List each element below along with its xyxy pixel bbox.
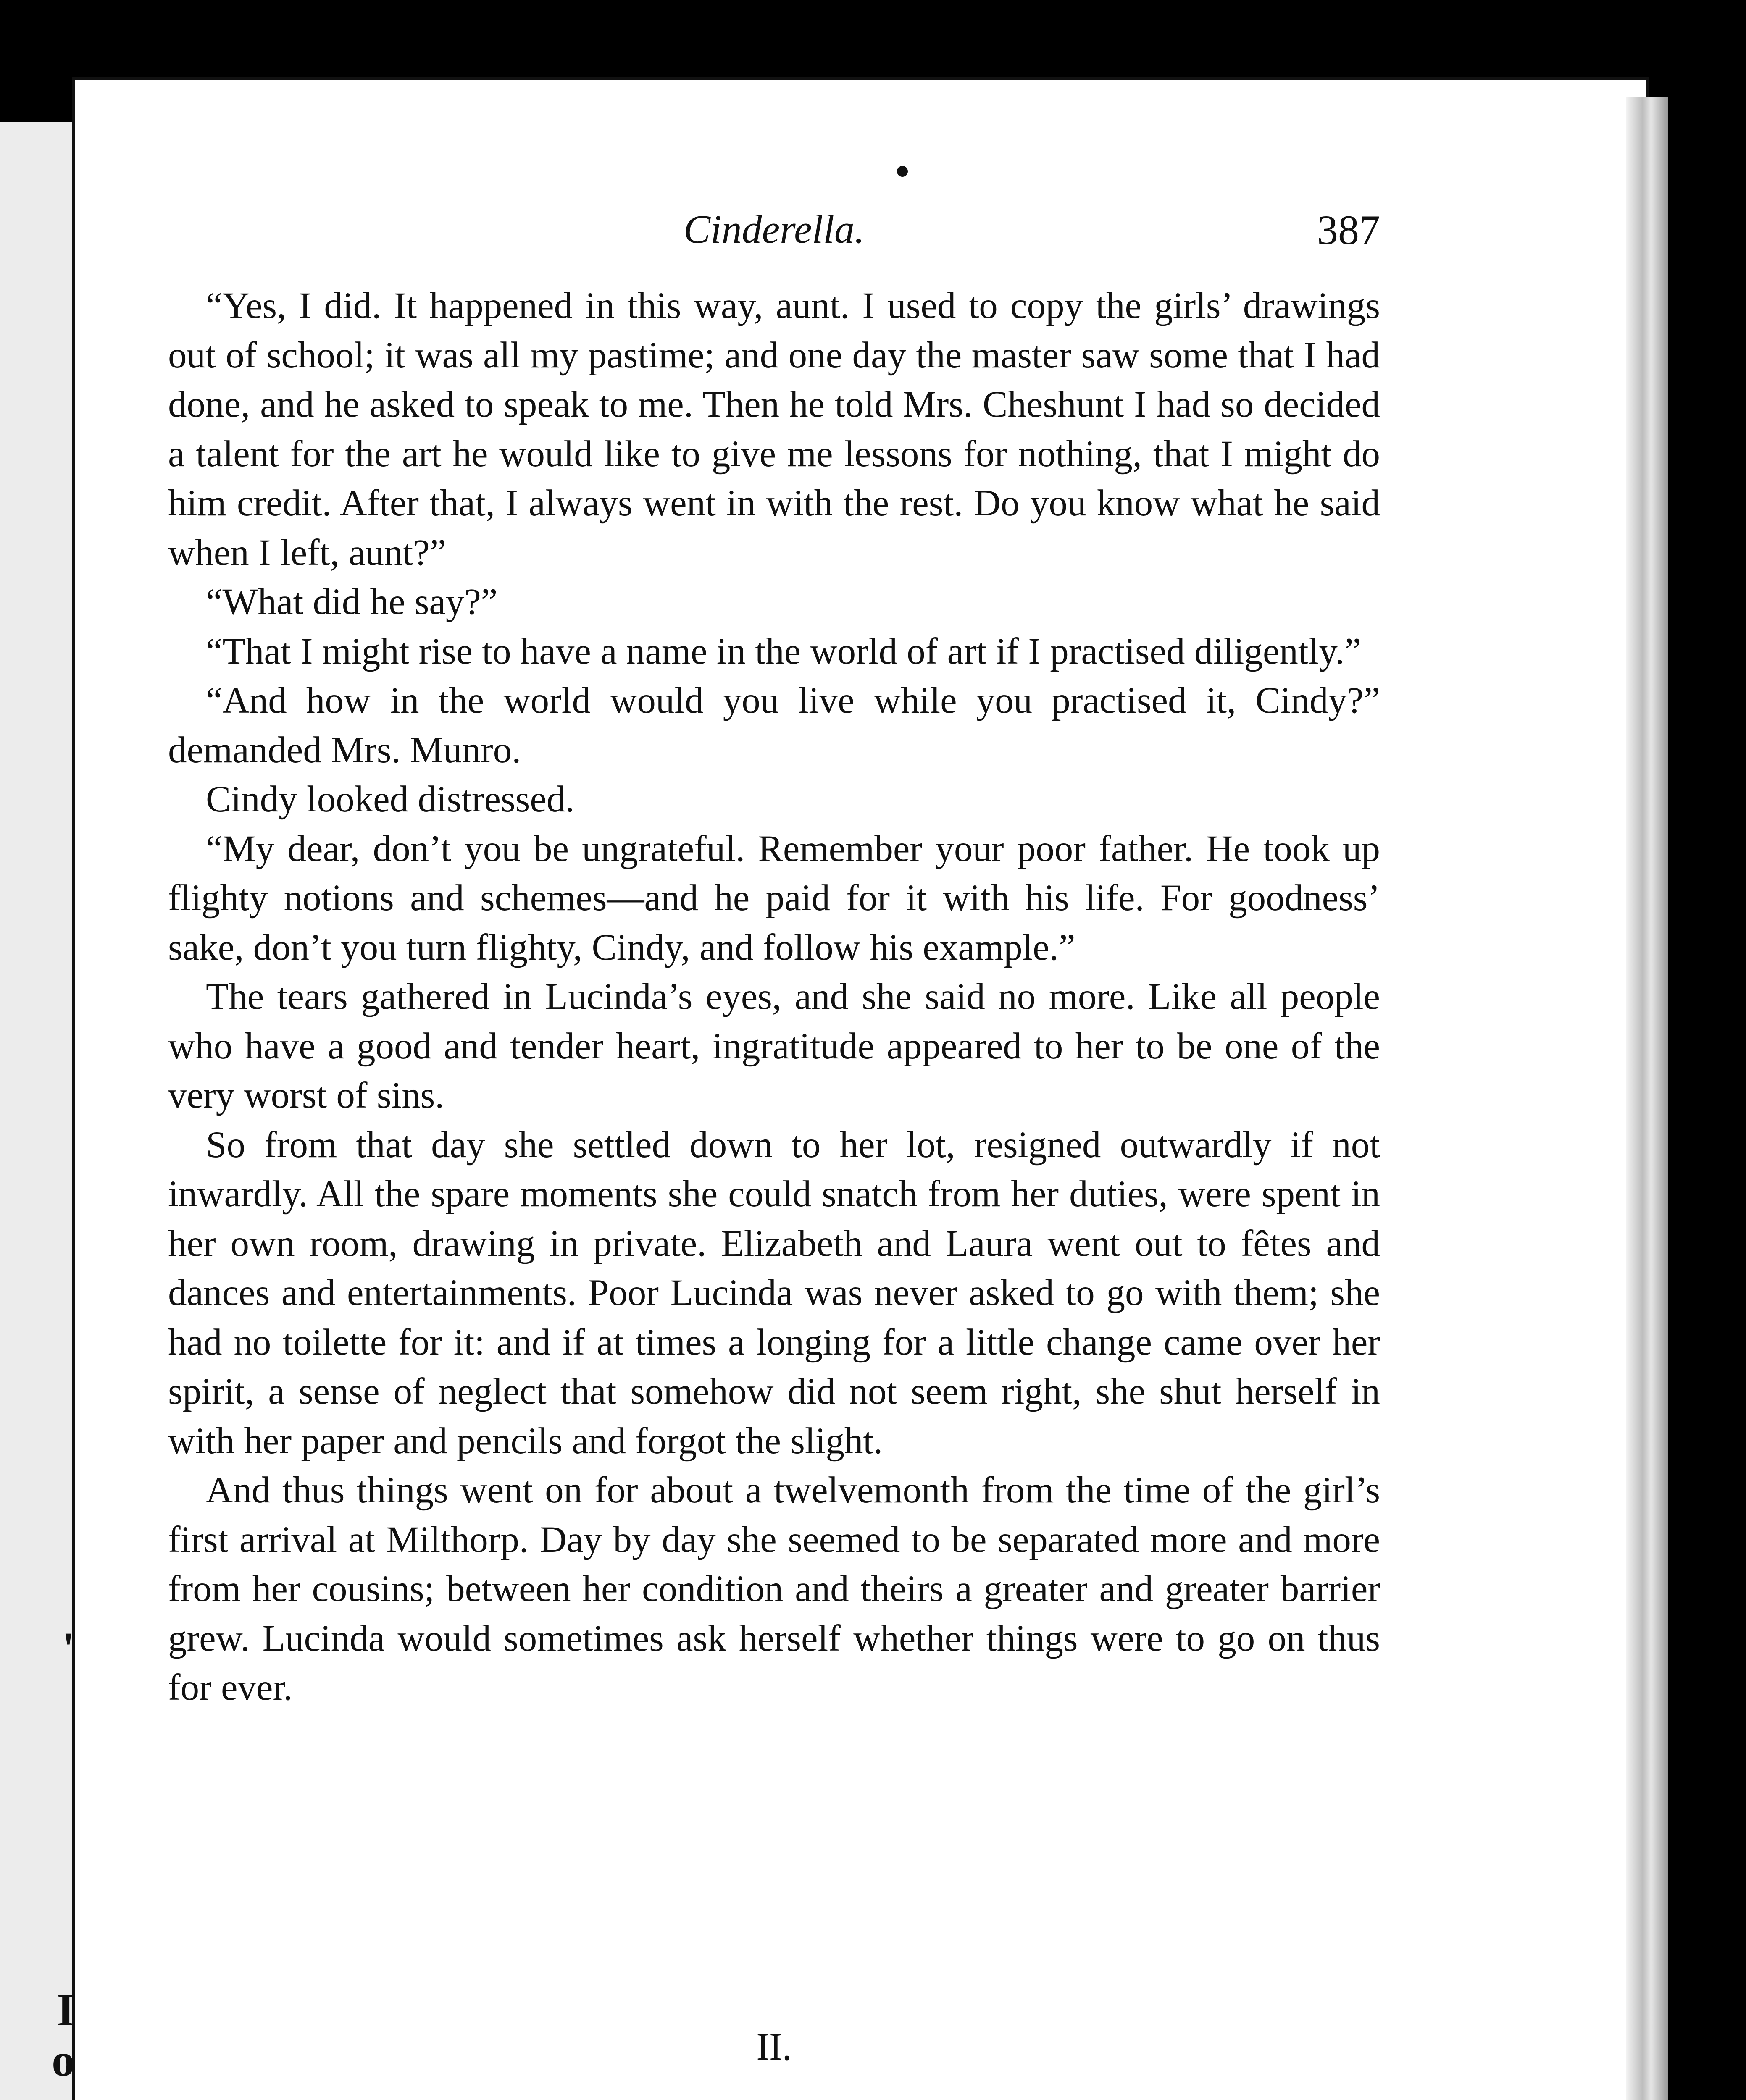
paragraph: “My dear, don’t you be ungrateful. Remember your poor father. He took up flighty notions and schemes—and he paid for it with his life. For goodness’ sake, don’t you turn flighty, Cindy, and follow his example.” — [168, 828, 1380, 968]
paragraph: “That I might rise to have a name in the world of art if I practised diligently.” — [206, 630, 1361, 672]
paragraph: “Yes, I did. It happened in this way, aunt. I used to copy the girls’ drawings out of school; it was all my pastime; and one day the master saw some that I had done, and he asked to speak to me. Then he told Mrs. Cheshunt I had so decided a talent for the art he would like to give me lessons for nothing, that I might do him credit. After that, I always went in with the rest. Do you know what he said when I left, aunt?” — [168, 285, 1380, 573]
paragraph: The tears gathered in Lucinda’s eyes, and she said no more. Like all people who have a good and tender heart, ingratitude appeared to her to be one of the very worst of sins. — [168, 976, 1380, 1116]
left-facing-page-edge — [0, 122, 82, 2100]
left-page-fragment: ' — [62, 1623, 75, 1674]
ink-dot — [897, 166, 908, 177]
section-heading: II. — [756, 2025, 792, 2068]
paragraph: Cindy looked distressed. — [206, 779, 575, 820]
paragraph: And thus things went on for about a twelvemonth from the time of the girl’s first arrival at Milthorp. Day by day she seemed to be separated more and more from her cousins; between her condition and theirs a greater and greater barrier grew. Lucinda would sometimes ask herself whether things were to go on thus for ever. — [168, 1470, 1380, 1708]
body-text — [168, 281, 1380, 1713]
page-number: 387 — [1317, 207, 1380, 253]
left-page-fragment: I — [57, 1984, 75, 2035]
page-stack-edge — [1626, 97, 1668, 2100]
running-title: Cinderella. — [683, 207, 865, 252]
paragraph: “And how in the world would you live while you practised it, Cindy?” demanded Mrs. Munro. — [168, 680, 1380, 771]
paragraph: So from that day she settled down to her lot, resigned outwardly if not inwardly. All the spare moments she could snatch from her duties, were spent in her own room, drawing in private. Elizabeth and Laura went out to fêtes and dances and entertainments. Poor Lucinda was never asked to go with them; she had no toilette for it: and if at times a longing for a little change came over her spirit, a sense of neglect that somehow did not seem right, she shut herself in with her paper and pencils and forgot the slight. — [168, 1124, 1380, 1462]
running-head — [168, 206, 1380, 260]
paragraph: “What did he say?” — [206, 581, 498, 622]
left-page-fragment: o — [52, 2034, 75, 2086]
